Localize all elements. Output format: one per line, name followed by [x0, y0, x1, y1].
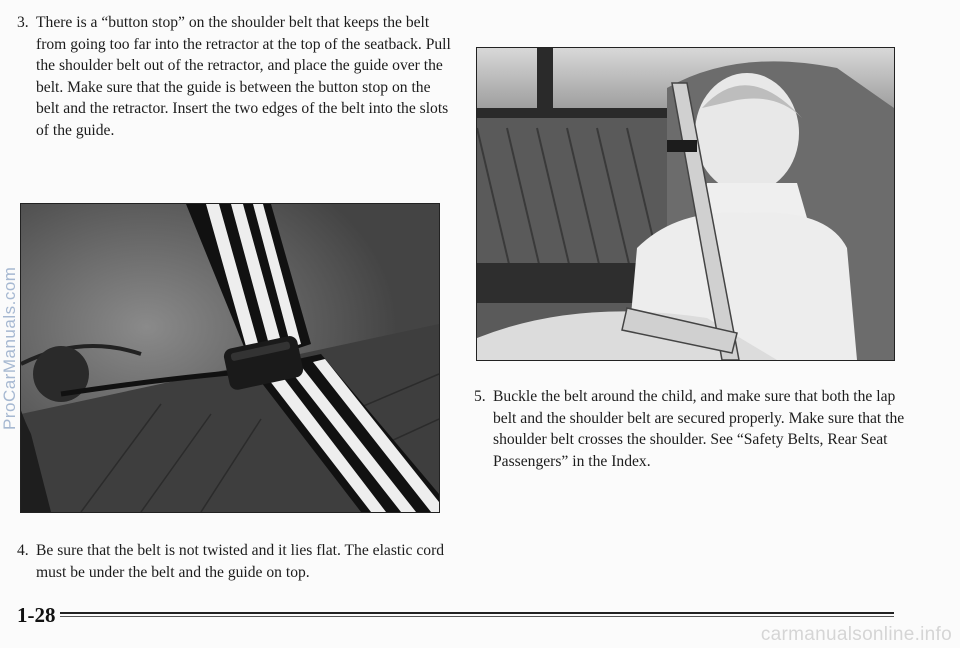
watermark-left: ProCarManuals.com — [0, 266, 19, 430]
step-3-text: There is a “button stop” on the shoulder belt that keeps the belt from going too far into the retractor at the top of the seatback. Pull the shoulder belt out of the retractor, and place the guide over the belt. Make sure that the guide is between the button stop on the belt and the retractor. Insert the two edges of the belt into the slots of the guide. — [36, 14, 451, 139]
page-number: 1-28 — [17, 603, 56, 627]
step-5-text: Buckle the belt around the child, and make sure that both the lap belt and the shoulder belt are secured properly. Make sure that the shoulder belt crosses the shoulder. See “Safety Belts, Rear Seat Passengers” in the Index. — [493, 388, 905, 470]
step-5-number: 5. — [474, 388, 486, 405]
step-4 — [17, 540, 457, 583]
step-5 — [474, 386, 914, 472]
footer-rule-thin — [60, 616, 894, 617]
watermark-bottom: carmanualsonline.info — [760, 624, 952, 645]
footer-rule — [60, 612, 894, 614]
belt-guide-illustration — [20, 203, 440, 513]
step-4-number: 4. — [17, 542, 29, 559]
step-4-text: Be sure that the belt is not twisted and it lies flat. The elastic cord must be under the belt and the guide on top. — [36, 542, 445, 581]
step-3-number: 3. — [17, 14, 29, 31]
child-seated-illustration — [476, 47, 895, 361]
step-3 — [17, 12, 453, 141]
